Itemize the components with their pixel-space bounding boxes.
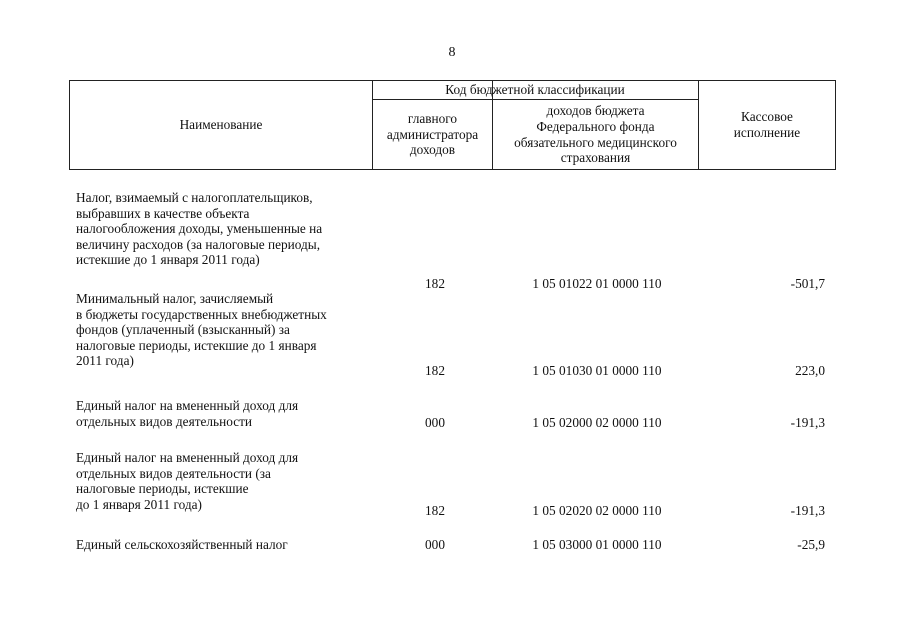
row-name: Единый сельскохозяйственный налог [76, 537, 288, 552]
column-header-revenue [493, 100, 698, 169]
row-budget-code: 1 05 03000 01 0000 110 [532, 537, 662, 552]
header-line: главного [407, 111, 458, 127]
row-budget-code: 1 05 01030 01 0000 110 [532, 363, 662, 378]
row-amount: -191,3 [790, 503, 825, 518]
row-budget-code: 1 05 02000 02 0000 110 [532, 415, 662, 430]
column-header-name: Наименование [179, 117, 263, 133]
header-line: Федерального фонда [536, 118, 655, 134]
table-header [69, 80, 836, 170]
header-line: исполнение [733, 125, 801, 140]
column-header-admin [373, 100, 492, 169]
row-name: Минимальный налог, зачисляемый в бюджеты государственных внебюджетных фондов (уплаченный (взысканный) за налоговые периоды, истекшие до 1 января 2011 года) [76, 291, 327, 369]
header-line: доходов [409, 142, 456, 158]
row-budget-code: 1 05 01022 01 0000 110 [532, 276, 662, 291]
row-name: Единый налог на вмененный доход для отдельных видов деятельности (за налоговые периоды, истекшие до 1 января 2011 года) [76, 450, 299, 512]
row-amount: -191,3 [790, 415, 825, 430]
row-amount: -501,7 [790, 276, 825, 291]
row-admin-code: 000 [425, 537, 445, 552]
row-admin-code: 182 [425, 276, 445, 291]
header-line: доходов бюджета [546, 103, 645, 119]
row-amount: 223,0 [795, 363, 825, 378]
row-admin-code: 182 [425, 503, 445, 518]
column-header-execution [699, 81, 835, 169]
row-name: Единый налог на вмененный доход для отдельных видов деятельности [76, 398, 299, 429]
header-line: страхования [560, 150, 631, 166]
row-name: Налог, взимаемый с налогоплательщиков, выбравших в качестве объекта налогообложения доходы, уменьшенные на величину расходов (за налоговые периоды, истекшие до 1 января 2011 года) [76, 190, 323, 268]
header-line: администратора [386, 126, 479, 142]
row-admin-code: 000 [425, 415, 445, 430]
page-number: 8 [448, 45, 456, 60]
header-line: обязательного медицинского [514, 134, 677, 150]
header-line: Кассовое [741, 109, 793, 125]
row-amount: -25,9 [797, 537, 825, 552]
row-budget-code: 1 05 02020 02 0000 110 [532, 503, 662, 518]
row-admin-code: 182 [425, 363, 445, 378]
column-group-budget-code: Код бюджетной классификации [445, 82, 625, 98]
